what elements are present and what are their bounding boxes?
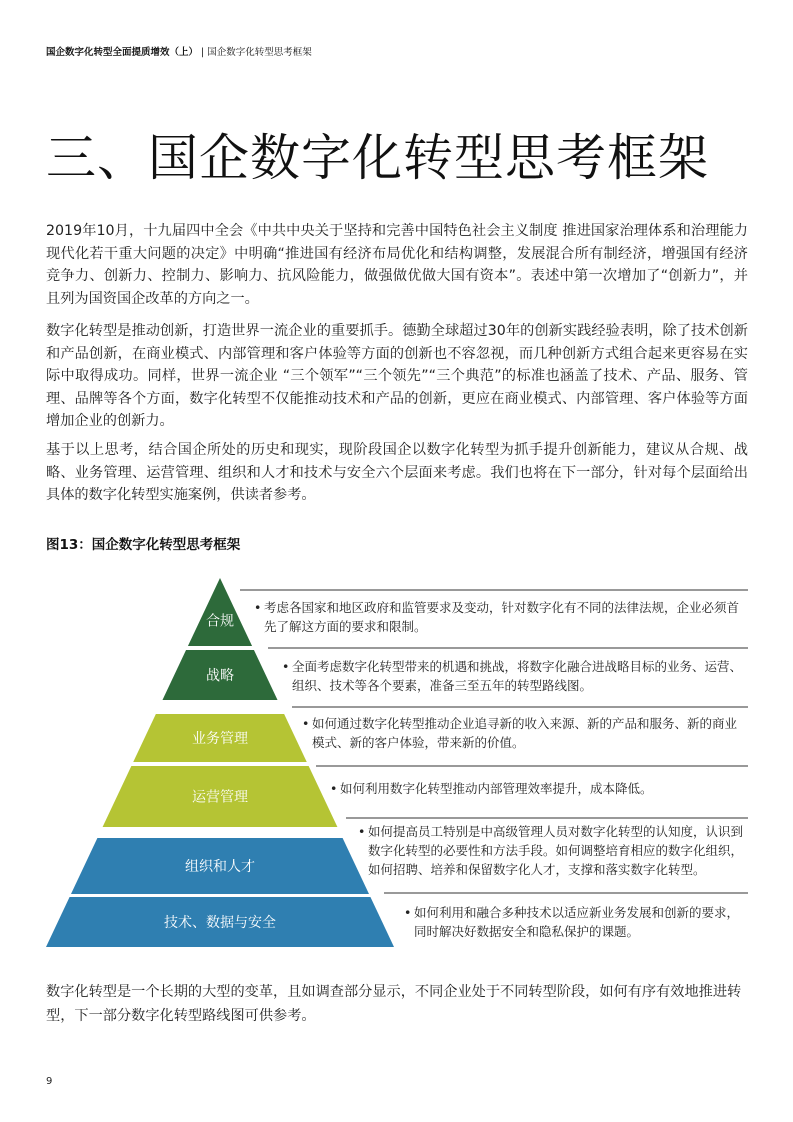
layer-note	[404, 903, 748, 941]
bullet-icon: •	[302, 716, 310, 731]
header-section: 国企数字化转型思考框架	[207, 47, 312, 58]
layer-note	[330, 779, 748, 798]
layer-note	[302, 714, 748, 752]
layer-note-text: 如何提高员工特别是中高级管理人员对数字化转型的认知度，认识到数字化转型的必要性和方法手段。如何调整培育相应的数字化组织，如何招聘、培养和保留数字化人才，支撑和落实数字化转型。	[368, 824, 744, 877]
layer-note	[254, 598, 748, 636]
layer-note-text: 全面考虑数字化转型带来的机遇和挑战，将数字化融合进战略目标的业务、运营、组织、技术等各个要素，准备三至五年的转型路线图。	[292, 659, 743, 693]
bullet-icon: •	[330, 781, 338, 796]
page-number: 9	[46, 1076, 53, 1087]
layer-note-text: 如何通过数字化转型推动企业追寻新的收入来源、新的产品和服务、新的商业模式、新的客户体验，带来新的价值。	[312, 716, 738, 750]
paragraph-3: 基于以上思考，结合国企所处的历史和现实，现阶段国企以数字化转型为抓手提升创新能力，建议从合规、战略、业务管理、运营管理、组织和人才和技术与安全六个层面来考虑。我们也将在下一部分，针对每个层面给出具体的数字化转型实施案例，供读者参考。	[46, 442, 748, 504]
pyramid-layer-label: 技术、数据与安全	[164, 915, 276, 931]
pyramid-layer-label: 战略	[206, 668, 234, 684]
paragraph-1: 2019年10月，十九届四中全会《中共中央关于坚持和完善中国特色社会主义制度 推进国家治理体系和治理能力现代化若干重大问题的决定》中明确“推进国有经济布局优化和结构调整，发展混合所有制经济，增强国有经济竞争力、创新力、控制力、影响力、抗风险能力，做强做优做大国有资本”。表述中第一次增加了“创新力”，并且列为国资国企改革的方向之一。	[46, 223, 748, 307]
footer-paragraph: 数字化转型是一个长期的大型的变革，且如调查部分显示，不同企业处于不同转型阶段，如何有序有效地推进转型，下一部分数字化转型路线图可供参考。	[46, 984, 742, 1024]
layer-note-text: 考虑各国家和地区政府和监管要求及变动，针对数字化有不同的法律法规，企业必须首先了解这方面的要求和限制。	[264, 600, 740, 634]
pyramid-layer-label: 运营管理	[192, 789, 248, 806]
layer-note-text: 如何利用和融合多种技术以适应新业务发展和创新的要求，同时解决好数据安全和隐私保护的课题。	[414, 905, 740, 939]
layer-note-text: 如何利用数字化转型推动内部管理效率提升，成本降低。	[340, 781, 653, 796]
header-separator: |	[201, 47, 205, 58]
bullet-icon: •	[358, 824, 366, 839]
pyramid-layer-label: 合规	[206, 613, 234, 630]
layer-note	[358, 822, 748, 879]
header-report-title: 国企数字化转型全面提质增效（上）	[46, 47, 199, 58]
page-title: 三、国企数字化转型思考框架	[46, 129, 709, 187]
figure-title: 图13：国企数字化转型思考框架	[46, 537, 241, 553]
bullet-icon: •	[404, 905, 412, 920]
running-header	[46, 44, 312, 58]
layer-note	[282, 657, 748, 695]
pyramid-layer-1	[188, 578, 252, 646]
pyramid-layer-label: 组织和人才	[185, 859, 255, 875]
paragraph-2: 数字化转型是推动创新，打造世界一流企业的重要抓手。德勤全球超过30年的创新实践经验表明，除了技术创新和产品创新，在商业模式、内部管理和客户体验等方面的创新也不容忽视，而几种创新方式组合起来更容易在实际中取得成功。同样，世界一流企业 “三个领军”“三个领先”“三个典范”的标准也涵盖了技术、产品、服务、管理、品牌等各个方面，数字化转型不仅能推动技术和产品的创新，更应在商业模式、内部管理、客户体验等方面增加企业的创新力。	[46, 323, 748, 430]
pyramid-layer-label: 业务管理	[192, 731, 248, 747]
bullet-icon: •	[282, 659, 290, 674]
bullet-icon: •	[254, 600, 262, 615]
